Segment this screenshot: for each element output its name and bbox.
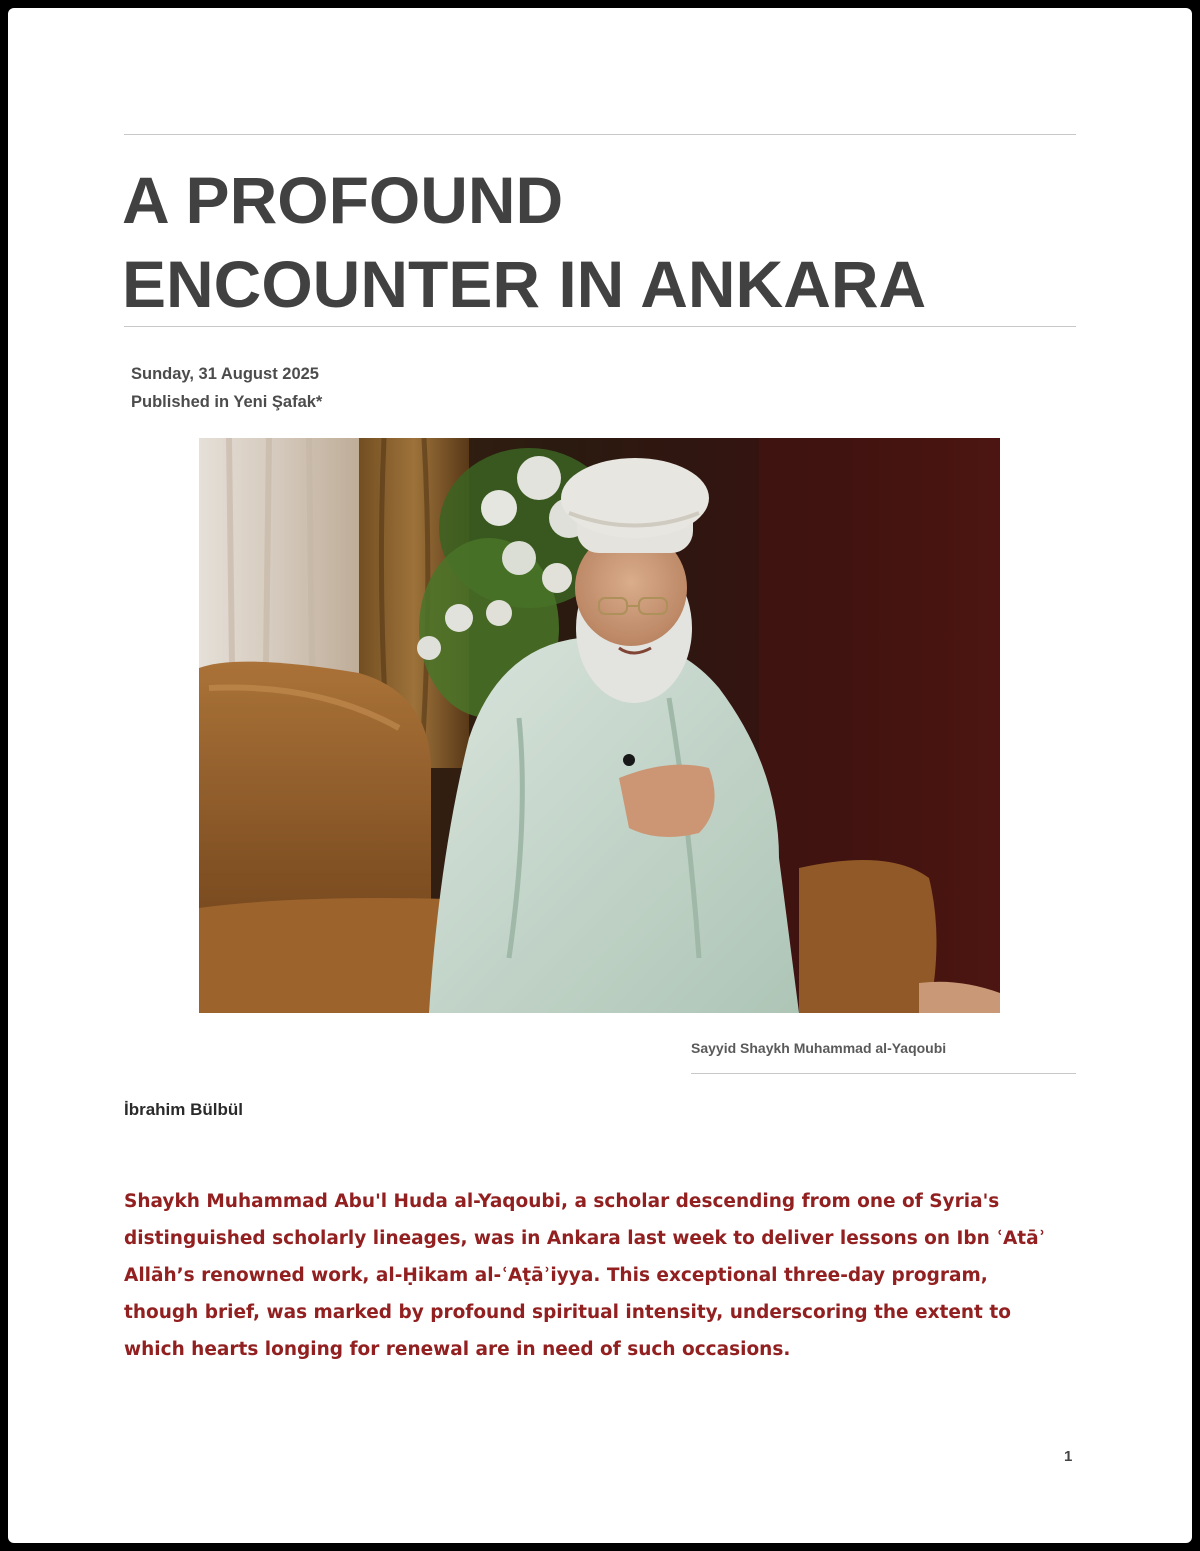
article-photo bbox=[199, 438, 1000, 1013]
lede-line-1: Shaykh Muhammad Abu'l Huda al-Yaqoubi, a scholar descending from one of Syria's bbox=[124, 1191, 1000, 1212]
article-title bbox=[122, 158, 1082, 326]
lede-line-4: though brief, was marked by profound spiritual intensity, underscoring the extent to bbox=[124, 1302, 1011, 1323]
lede-paragraph bbox=[124, 1183, 1084, 1368]
document-page bbox=[8, 8, 1192, 1543]
publication-note: Published in Yeni Şafak* bbox=[131, 393, 323, 411]
article-title-line-2: ENCOUNTER IN ANKARA bbox=[122, 247, 927, 321]
photo-illustration bbox=[199, 438, 1000, 1013]
lede-line-5: which hearts longing for renewal are in need of such occasions. bbox=[124, 1339, 791, 1360]
title-top-rule bbox=[124, 134, 1076, 135]
article-title-line-1: A PROFOUND bbox=[122, 163, 564, 237]
author-name: İbrahim Bülbül bbox=[124, 1100, 243, 1119]
lede-line-2: distinguished scholarly lineages, was in Ankara last week to deliver lessons on Ibn ʿAtāʾ bbox=[124, 1228, 1046, 1249]
lede-line-3: Allāh’s renowned work, al-Ḥikam al-ʿAṭāʾiyya. This exceptional three-day program, bbox=[124, 1265, 988, 1286]
photo-caption: Sayyid Shaykh Muhammad al-Yaqoubi bbox=[691, 1040, 947, 1056]
caption-rule bbox=[691, 1073, 1076, 1074]
article-meta bbox=[131, 360, 322, 416]
title-bottom-rule bbox=[124, 326, 1076, 327]
publish-date: Sunday, 31 August 2025 bbox=[131, 365, 319, 383]
page-number: 1 bbox=[1064, 1448, 1073, 1465]
